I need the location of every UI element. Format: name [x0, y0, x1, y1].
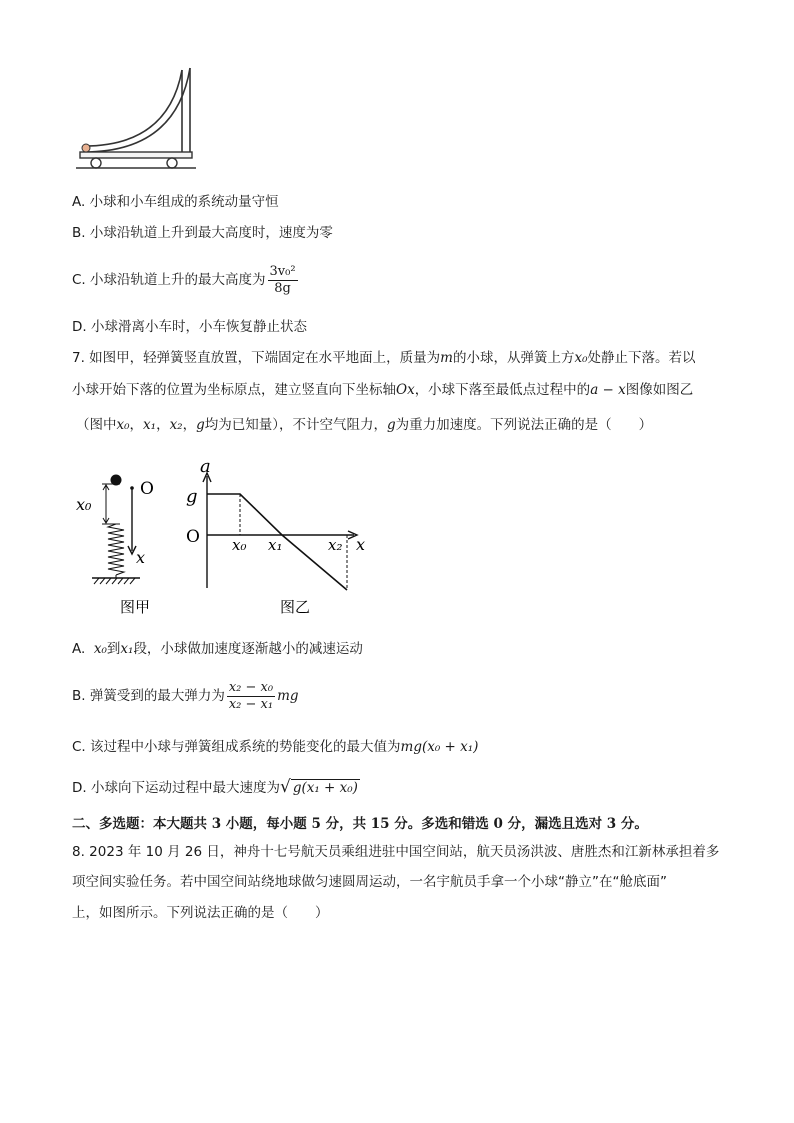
- text: C. 该过程中小球与弹簧组成系统的势能变化的最大值为: [72, 739, 401, 755]
- figure-caption: 图乙: [280, 598, 311, 616]
- text: ，: [129, 417, 144, 433]
- math-x0: x₀: [574, 350, 588, 366]
- sqrt-symbol: √: [279, 777, 291, 797]
- text: D. 小球向下运动过程中最大速度为: [72, 780, 280, 796]
- q8-line-3: 上，如图所示。下列说法正确的是（ ）: [72, 905, 329, 921]
- q6-option-b: B. 小球沿轨道上升到最大高度时，速度为零: [72, 225, 333, 241]
- math-x2: x₂: [169, 417, 183, 433]
- text: ，: [182, 417, 197, 433]
- text: ，: [156, 417, 170, 433]
- math-expression: mg(x₀ + x₁): [400, 739, 479, 755]
- denominator: x₂ − x₁: [228, 696, 274, 712]
- math-x1: x₁: [120, 641, 134, 657]
- text: 的小球，从弹簧上方: [452, 350, 575, 366]
- section-heading: 二、多选题：本大题共 3 小题，每小题 5 分，共 15 分。多选和错选 0 分，漏选且选对 3 分。: [72, 816, 648, 832]
- fraction: [268, 264, 298, 297]
- text: 图像如图乙: [625, 382, 694, 398]
- math-x0: x₀: [93, 641, 107, 657]
- math-g: g: [196, 417, 205, 433]
- q7-option-c: [72, 738, 478, 756]
- q7-line-1: [72, 349, 696, 367]
- math-m: m: [440, 350, 453, 366]
- q7-line-2: [72, 381, 693, 399]
- text: 均为已知量），不计空气阻力，: [204, 417, 387, 433]
- origin-label: O: [186, 527, 200, 547]
- x2-tick-label: x₂: [328, 536, 343, 554]
- text: B. 弹簧受到的最大弹力为: [72, 688, 225, 704]
- x0-label: x₀: [76, 495, 92, 514]
- x-axis-label: x: [356, 535, 366, 554]
- text: 小球开始下落的位置为坐标原点，建立竖直向下坐标轴: [72, 382, 396, 398]
- cart-track-figure: [76, 66, 196, 176]
- math-x1: x₁: [143, 417, 157, 433]
- math-x0: x₀: [116, 417, 130, 433]
- math-a-x: a − x: [590, 382, 626, 398]
- text: （图中: [76, 417, 117, 433]
- q6-option-d: D. 小球滑离小车时，小车恢复静止状态: [72, 319, 307, 335]
- numerator: x₂ − x₀: [228, 679, 274, 695]
- q7-option-d: [72, 778, 360, 797]
- origin-label: O: [140, 479, 154, 499]
- text: 段，小球做加速度逐渐越小的减速运动: [133, 641, 363, 657]
- a-axis-label: a: [200, 456, 211, 477]
- fraction: [227, 680, 275, 713]
- ball-icon: [82, 144, 90, 152]
- q6-option-a: A. 小球和小车组成的系统动量守恒: [72, 194, 279, 210]
- text: 7. 如图甲，轻弹簧竖直放置，下端固定在水平地面上，质量为: [72, 350, 441, 366]
- figure-jia: [70, 466, 180, 618]
- text: 为重力加速度。下列说法正确的是（ ）: [395, 417, 653, 433]
- g-label: g: [186, 486, 198, 507]
- x1-tick-label: x₁: [268, 536, 283, 554]
- math-expression: g(x₁ + x₀): [292, 780, 358, 796]
- q7-option-b: [72, 676, 299, 716]
- math-ox: Ox: [396, 382, 415, 398]
- x-axis-label: x: [136, 548, 146, 567]
- math-g: g: [387, 417, 396, 433]
- denominator: 8g: [274, 280, 291, 296]
- q8-line-2: 项空间实验任务。若中国空间站绕地球做匀速圆周运动，一名宇航员手拿一个小球“静立”在“舱底面”: [72, 874, 667, 890]
- numerator: 3v₀²: [269, 263, 296, 279]
- figure-caption: 图甲: [120, 598, 151, 616]
- math-mg: mg: [277, 688, 299, 704]
- text: ，小球下落至最低点过程中的: [414, 382, 591, 398]
- text: 到: [106, 641, 121, 657]
- q6-option-c-text: C. 小球沿轨道上升的最大高度为: [72, 272, 266, 288]
- q7-option-a: [72, 640, 363, 658]
- x0-tick-label: x₀: [232, 536, 247, 554]
- q6-option-c: [72, 262, 300, 298]
- q8-line-1: 8. 2023 年 10 月 26 日，神舟十七号航天员乘组进驻中国空间站，航天员汤洪波、唐胜杰和江新林承担着多: [72, 844, 720, 860]
- text: 处静止下落。若以: [587, 350, 696, 366]
- option-letter: A.: [72, 641, 94, 657]
- figure-yi: [182, 456, 372, 620]
- q7-line-3: [76, 416, 652, 434]
